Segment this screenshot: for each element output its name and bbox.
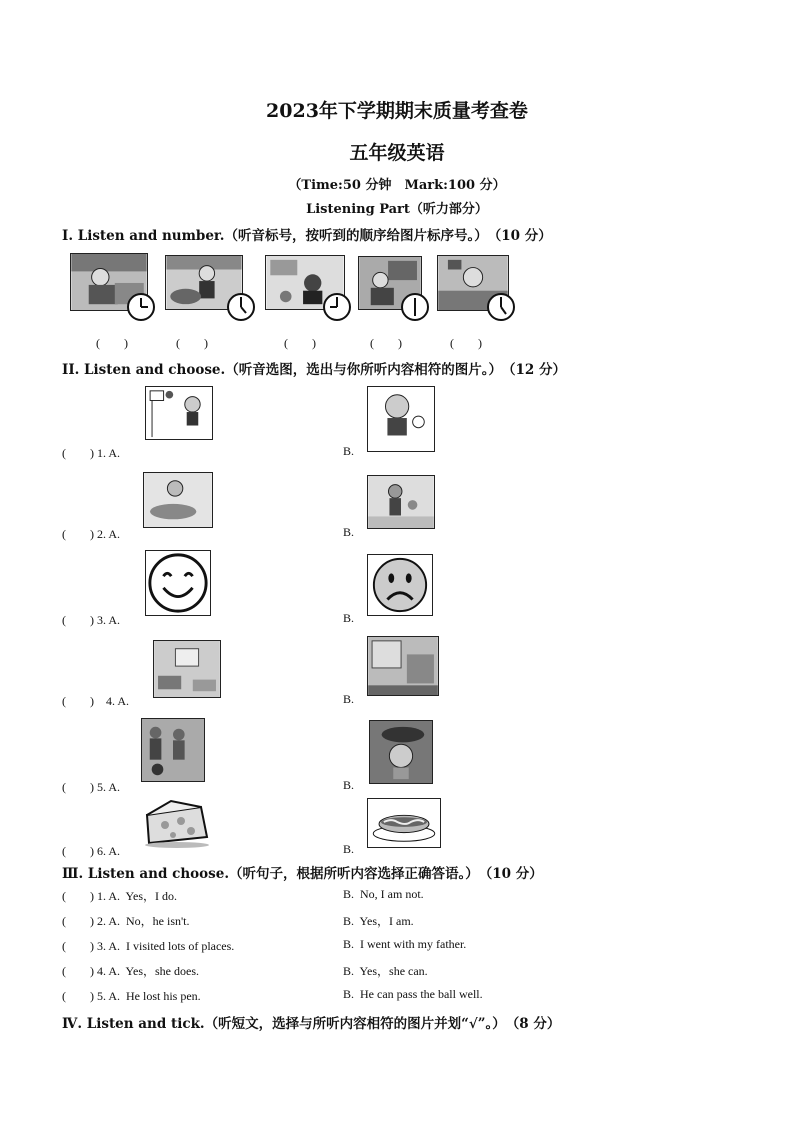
s3-item-4-option-b[interactable]: B. Yes，she can. (343, 964, 428, 978)
section-4-heading: Ⅳ. Listen and tick.（听短文，选择与所听内容相符的图片并划“√”。） （8 分） (62, 1016, 561, 1032)
s1-clock-icon-3 (322, 292, 352, 326)
happy-face-icon (146, 551, 210, 615)
s2-item-2-option-a-picture[interactable] (143, 472, 213, 528)
s2-item-1-option-a-picture[interactable] (145, 386, 213, 440)
s2-item-5-option-a-picture[interactable] (141, 718, 205, 782)
s1-answer-blank-1[interactable]: ( ) (96, 336, 128, 350)
s2-item-4-option-a-picture[interactable] (153, 640, 221, 698)
s2-item-4-option-b-picture[interactable] (367, 636, 439, 696)
s3-item-1-option-b[interactable]: B. No, I am not. (343, 887, 424, 901)
s2-item-6-label: ( ) 6. A. (62, 844, 120, 858)
s3-item-4-option-a[interactable]: ( ) 4. A. Yes，she does. (62, 964, 200, 978)
s3-item-5-option-a[interactable]: ( ) 5. A. He lost his pen. (62, 989, 201, 1003)
cheese-icon (141, 797, 213, 849)
exam-subtitle: 五年级英语 (349, 142, 445, 164)
s3-item-3-option-b[interactable]: B. I went with my father. (343, 937, 467, 951)
s1-clock-icon-4 (400, 292, 430, 326)
s2-item-5-b-label: B. (343, 778, 355, 792)
sad-face-icon (368, 555, 432, 615)
s3-item-2-option-a[interactable]: ( ) 2. A. No，he isn't. (62, 914, 190, 928)
s3-item-1-option-a[interactable]: ( ) 1. A. Yes，I do. (62, 889, 178, 903)
s2-item-1-b-label: B. (343, 444, 355, 458)
s3-item-2-option-b[interactable]: B. Yes，I am. (343, 914, 414, 928)
s2-item-2-option-b-picture[interactable] (367, 475, 435, 529)
s2-item-3-label: ( ) 3. A. (62, 613, 120, 627)
s1-answer-blank-3[interactable]: ( ) (284, 336, 316, 350)
s2-item-3-option-b-picture[interactable] (367, 554, 433, 616)
hot-dog-icon (368, 799, 440, 847)
s2-item-2-b-label: B. (343, 525, 355, 539)
s2-item-3-b-label: B. (343, 611, 355, 625)
s3-item-3-option-a[interactable]: ( ) 3. A. I visited lots of places. (62, 939, 235, 953)
s2-item-1-option-b-picture[interactable] (367, 386, 435, 452)
s2-item-4-label: ( ) 4. A. (62, 694, 129, 708)
s1-clock-icon-2 (226, 292, 256, 326)
s2-item-5-option-b-picture[interactable] (369, 720, 433, 784)
section-2-heading: II. Listen and choose.（听音选图，选出与你所听内容相符的图片。） （12 分） (62, 362, 566, 378)
s3-item-5-option-b[interactable]: B. He can pass the ball well. (343, 987, 483, 1001)
s2-item-3-option-a-picture[interactable] (145, 550, 211, 616)
section-1-heading: I. Listen and number.（听音标号，按听到的顺序给图片标序号。） （10 分） (62, 228, 552, 244)
s2-item-4-b-label: B. (343, 692, 355, 706)
s2-item-1-label: ( ) 1. A. (62, 446, 120, 460)
s2-item-6-b-label: B. (343, 842, 355, 856)
s1-answer-blank-5[interactable]: ( ) (450, 336, 482, 350)
s1-answer-blank-4[interactable]: ( ) (370, 336, 402, 350)
section-3-heading: Ⅲ. Listen and choose.（听句子，根据所听内容选择正确答语。） （10 分） (62, 866, 543, 882)
s1-clock-icon-5 (486, 292, 516, 326)
exam-title: 2023年下学期期末质量考查卷 (266, 100, 528, 122)
listening-part-label: Listening Part（听力部分） (306, 202, 488, 217)
s1-clock-icon-1 (126, 292, 156, 326)
time-mark: （Time:50 分钟 Mark:100 分） (288, 178, 506, 193)
s2-item-5-label: ( ) 5. A. (62, 780, 120, 794)
s2-item-2-label: ( ) 2. A. (62, 527, 120, 541)
s2-item-6-option-b-picture[interactable] (367, 798, 441, 848)
s1-answer-blank-2[interactable]: ( ) (176, 336, 208, 350)
s2-item-6-option-a-picture[interactable] (141, 797, 213, 849)
